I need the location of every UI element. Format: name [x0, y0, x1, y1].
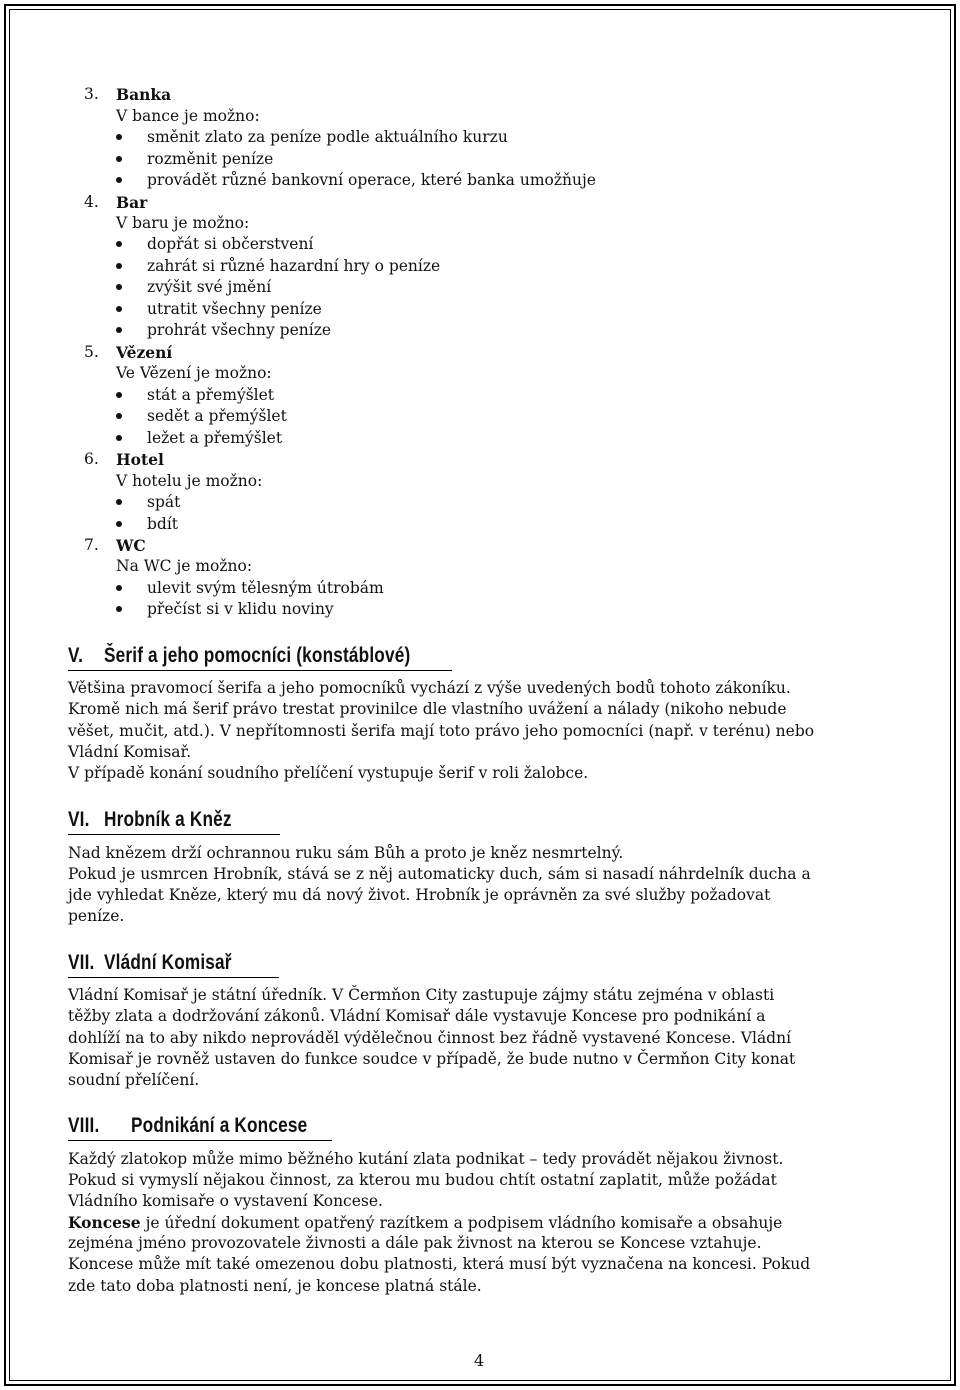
bullet-icon	[116, 263, 122, 269]
list-item: zvýšit své jmění	[147, 278, 272, 296]
bold-term: Koncese	[68, 1213, 141, 1232]
paragraph-line: dohlíží na to aby nikdo neprováděl výdělečnou činnost bez řádně vystavené Koncese. Vládní	[68, 1029, 792, 1047]
list-title: Banka	[116, 85, 172, 104]
section-number: VIII.	[68, 1114, 100, 1137]
list-item: přečíst si v klidu noviny	[147, 600, 334, 618]
list-item: zahrát si různé hazardní hry o peníze	[147, 257, 441, 275]
bullet-icon	[116, 327, 122, 333]
list-item: utratit všechny peníze	[147, 300, 322, 318]
list-number: 5.	[84, 343, 99, 361]
list-number: 7.	[84, 536, 99, 554]
paragraph-line: Vládního komisaře o vystavení Koncese.	[68, 1192, 383, 1210]
paragraph-line: V případě konání soudního přelíčení vystupuje šerif v roli žalobce.	[68, 764, 589, 782]
paragraph-line: věšet, mučit, atd.). V nepřítomnosti šerifa mají toto právo jeho pomocníci (např. v terénu) nebo	[68, 722, 815, 740]
bullet-icon	[116, 306, 122, 312]
bullet-icon	[116, 521, 122, 527]
list-intro: V hotelu je možno:	[116, 472, 263, 490]
bullet-icon	[116, 284, 122, 290]
paragraph-line: zejména jméno provozovatele živnosti a dále pak živnost na kterou se Koncese vztahuje.	[68, 1234, 762, 1252]
paragraph-line: Každý zlatokop může mimo běžného kutání zlata podnikat – tedy provádět nějakou živnost.	[68, 1150, 784, 1168]
section-heading: Hrobník a Kněz	[104, 808, 232, 831]
section-number: VI.	[68, 808, 90, 831]
paragraph-line: zde tato doba platnosti není, je koncese platná stále.	[68, 1277, 482, 1295]
list-intro: V baru je možno:	[116, 214, 250, 232]
section-underline	[68, 977, 279, 978]
list-item: směnit zlato za peníze podle aktuálního kurzu	[147, 128, 508, 146]
list-title: Vězení	[116, 343, 173, 362]
list-title: WC	[116, 536, 146, 555]
list-number: 6.	[84, 450, 99, 468]
paragraph-line: peníze.	[68, 907, 125, 925]
section-heading: Šerif a jeho pomocníci (konstáblové)	[104, 644, 411, 667]
list-item: provádět různé bankovní operace, které banka umožňuje	[147, 171, 596, 189]
paragraph-line: Nad knězem drží ochrannou ruku sám Bůh a proto je kněz nesmrtelný.	[68, 844, 624, 862]
bullet-icon	[116, 413, 122, 419]
bullet-icon	[116, 435, 122, 441]
paragraph-line: Kromě nich má šerif právo trestat provinilce dle vlastního uvážení a nálady (nikoho nebude	[68, 700, 787, 718]
paragraph-line: Pokud si vymyslí nějakou činnost, za kterou mu budou chtít ostatní zaplatit, může požádat	[68, 1171, 777, 1189]
section-heading: Podnikání a Koncese	[131, 1114, 308, 1137]
bullet-icon	[116, 156, 122, 162]
list-item: prohrát všechny peníze	[147, 321, 332, 339]
list-item: ulevit svým tělesným útrobám	[147, 579, 384, 597]
section-number: V.	[68, 644, 84, 667]
section-underline	[68, 834, 280, 835]
list-item: sedět a přemýšlet	[147, 407, 287, 425]
list-intro: V bance je možno:	[116, 107, 260, 125]
list-item: bdít	[147, 515, 179, 533]
section-number: VII.	[68, 951, 95, 974]
bullet-icon	[116, 499, 122, 505]
bullet-icon	[116, 134, 122, 140]
paragraph-line: Koncese může mít také omezenou dobu platnosti, která musí být vyznačena na koncesi. Pokud	[68, 1255, 811, 1273]
list-intro: Na WC je možno:	[116, 557, 253, 575]
list-item: rozměnit peníze	[147, 150, 274, 168]
list-item: ležet a přemýšlet	[147, 429, 283, 447]
list-item: spát	[147, 493, 181, 511]
section-heading: Vládní Komisař	[104, 951, 232, 974]
paragraph-line: jde vyhledat Kněze, který mu dá nový život. Hrobník je oprávněn za své služby požadovat	[68, 886, 771, 904]
list-intro: Ve Vězení je možno:	[116, 364, 272, 382]
bullet-icon	[116, 241, 122, 247]
paragraph-line: soudní přelíčení.	[68, 1071, 200, 1089]
paragraph-text: je úřední dokument opatřený razítkem a podpisem vládního komisaře a obsahuje	[140, 1214, 783, 1232]
bullet-icon	[116, 177, 122, 183]
bullet-icon	[116, 606, 122, 612]
list-number: 4.	[84, 193, 99, 211]
bullet-icon	[116, 585, 122, 591]
paragraph-line: Většina pravomocí šerifa a jeho pomocníků vychází z výše uvedených bodů tohoto zákoníku.	[68, 679, 791, 697]
paragraph-line	[68, 1213, 782, 1232]
list-item: stát a přemýšlet	[147, 386, 275, 404]
page-number: 4	[474, 1351, 485, 1370]
list-item: dopřát si občerstvení	[147, 235, 314, 253]
paragraph-line: Komisař je rovněž ustaven do funkce soudce v případě, že bude nutno v Čermňon City konat	[68, 1050, 796, 1068]
paragraph-line: těžby zlata a dodržování zákonů. Vládní Komisař dále vystavuje Koncese pro podnikání a	[68, 1007, 766, 1025]
list-title: Hotel	[116, 450, 164, 469]
paragraph-line: Vládní Komisař.	[68, 743, 192, 761]
list-number: 3.	[84, 85, 99, 103]
section-underline	[68, 670, 452, 671]
section-underline	[68, 1140, 332, 1141]
bullet-icon	[116, 392, 122, 398]
list-title: Bar	[116, 193, 148, 212]
paragraph-line: Pokud je usmrcen Hrobník, stává se z něj automaticky duch, sám si nasadí náhrdelník ducha a	[68, 865, 811, 883]
paragraph-line: Vládní Komisař je státní úředník. V Čermňon City zastupuje zájmy státu zejména v oblasti	[68, 986, 775, 1004]
